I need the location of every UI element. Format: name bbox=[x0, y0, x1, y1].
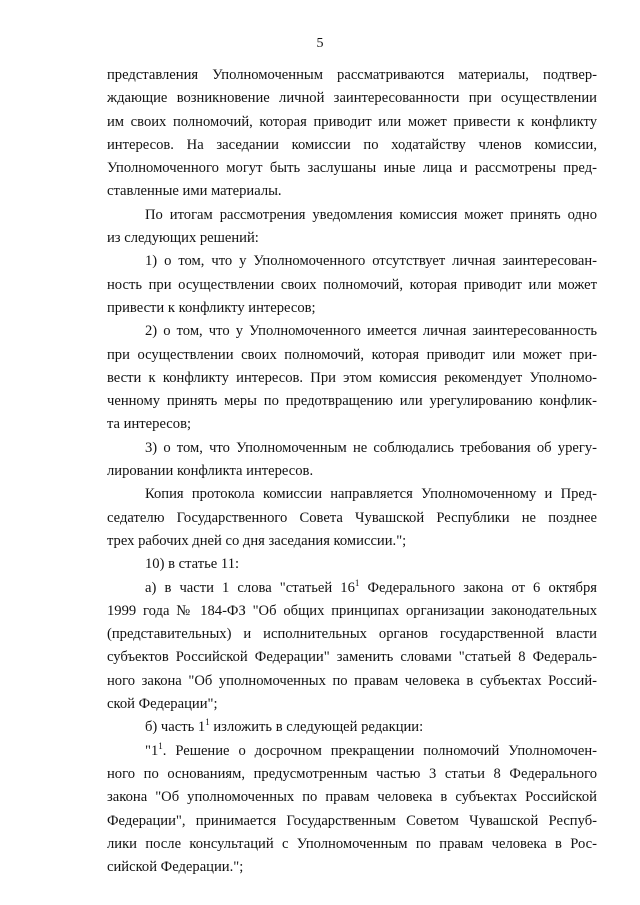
text-line: им своих полномочий, которая приводит или может привести к конфликту bbox=[107, 113, 597, 130]
text-line: 2) о том, что у Уполномоченного имеется личная заинтересованность bbox=[145, 323, 597, 340]
text-line: из следующих решений: bbox=[107, 230, 259, 247]
text-line: По итогам рассмотрения уведомления комиссия может принять одно bbox=[145, 206, 597, 223]
text-line bbox=[107, 740, 597, 763]
text-line: вести к конфликту интересов. При этом комиссия рекомендует Уполномо- bbox=[107, 369, 597, 386]
text-line: Копия протокола комиссии направляется Уполномоченному и Пред- bbox=[145, 486, 597, 503]
text-line: трех рабочих дней со дня заседания комиссии."; bbox=[107, 532, 407, 549]
text-line: ставленные ими материалы. bbox=[107, 183, 282, 200]
document-body bbox=[107, 64, 597, 879]
text-segment: "1 bbox=[145, 742, 159, 759]
text-line: представления Уполномоченным рассматриваются материалы, подтвер- bbox=[107, 67, 597, 83]
text-line: Федерации", принимается Государственным Советом Чувашской Респуб- bbox=[107, 812, 597, 829]
text-segment: . Решение о досрочном прекращении полномочий Уполномочен- bbox=[162, 742, 597, 759]
text-line: ждающие возникновение личной заинтересованности при осуществлении bbox=[107, 90, 597, 107]
superscript: 1 bbox=[205, 717, 210, 728]
page-number: 5 bbox=[316, 36, 324, 51]
text-line: закона "Об уполномоченных по правам человека в субъектах Российской bbox=[107, 789, 597, 806]
text-line bbox=[107, 577, 597, 600]
text-line: привести к конфликту интересов; bbox=[107, 299, 316, 316]
text-line: та интересов; bbox=[107, 416, 192, 433]
text-line: 1999 года № 184-ФЗ "Об общих принципах организации законодательных bbox=[107, 602, 597, 619]
text-segment: а) в части 1 слова "статьей 16 bbox=[145, 579, 355, 596]
text-line: лики после консультаций с Уполномоченным по правам человека в Рос- bbox=[107, 835, 597, 852]
text-line: ность при осуществлении своих полномочий, которая приводит или может bbox=[107, 276, 597, 293]
text-line: Уполномоченного могут быть заслушаны иные лица и рассмотрены пред- bbox=[107, 160, 597, 177]
text-line: седателю Государственного Совета Чувашской Республики не позднее bbox=[107, 509, 597, 526]
text-line: лировании конфликта интересов. bbox=[107, 463, 314, 480]
text-line: интересов. На заседании комиссии по ходатайству членов комиссии, bbox=[107, 136, 597, 153]
text-line: ного закона "Об уполномоченных по правам человека в субъектах Россий- bbox=[107, 672, 597, 689]
text-segment: изложить в следующей редакции: bbox=[209, 719, 424, 736]
text-line: 10) в статье 11: bbox=[145, 556, 240, 573]
text-line: ченному принять меры по предотвращению или урегулированию конфлик- bbox=[107, 393, 597, 410]
text-line: (представительных) и исполнительных органов государственной власти bbox=[107, 626, 597, 643]
text-line: ного по основаниям, предусмотренным частью 3 статьи 8 Федерального bbox=[107, 765, 597, 782]
text-line: ской Федерации"; bbox=[107, 696, 218, 713]
text-line: 3) о том, что Уполномоченным не соблюдались требования об урегу- bbox=[145, 439, 597, 456]
text-line: сийской Федерации."; bbox=[107, 859, 244, 876]
text-line: субъектов Российской Федерации" заменить словами "статьей 8 Федераль- bbox=[107, 649, 597, 666]
superscript: 1 bbox=[354, 577, 360, 588]
text-line bbox=[107, 716, 597, 739]
text-segment: Федерального закона от 6 октября bbox=[359, 579, 597, 596]
text-segment: б) часть 1 bbox=[145, 719, 206, 736]
text-line: 1) о том, что у Уполномоченного отсутствует личная заинтересован- bbox=[145, 253, 597, 270]
text-line: при осуществлении своих полномочий, которая приводит или может при- bbox=[107, 346, 597, 363]
superscript: 1 bbox=[158, 740, 163, 751]
